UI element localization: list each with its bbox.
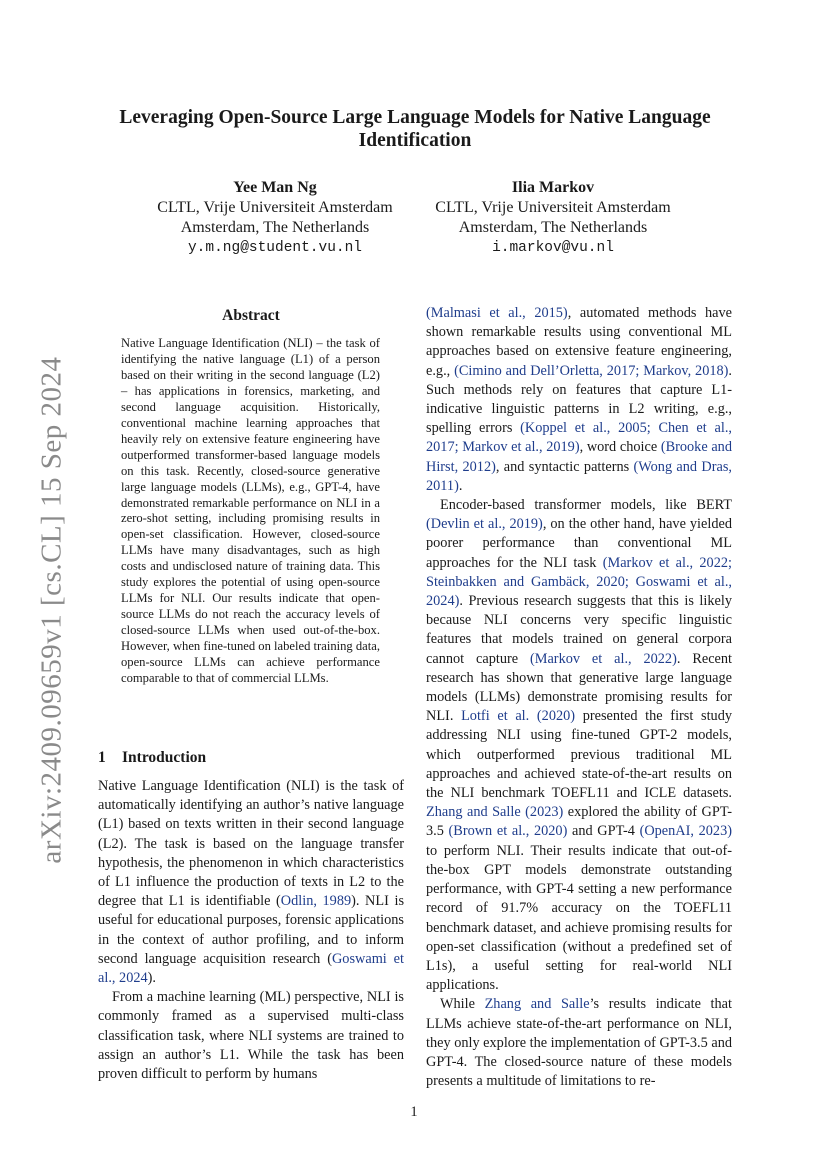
citation-link[interactable]: (Malmasi et al., 2015) bbox=[426, 305, 568, 321]
paragraph: Encoder-based transformer models, like BERT (Devlin et al., 2019), on the other hand, have yielded poorer performance than conventional ML approaches for the NLI task (Markov et al., 2022; Steinbakken and Gambäck, 2020; Goswami et al., 2024). Previous research suggests that this is likely because NLI concerns very specific linguistic features that models trained on general corpora cannot capture (Markov et al., 2022). Recent research has shown that generative large language models (LLMs) demonstrate promising results for NLI. Lotfi et al. (2020) presented the first study addressing NLI using fine-tuned GPT-2 models, which outperformed previous traditional ML approaches and achieved state-of-the-art results on the NLI benchmark TOEFL11 and ICLE datasets. Zhang and Salle (2023) explored the ability of GPT-3.5 (Brown et al., 2020) and GPT-4 (OpenAI, 2023) to perform NLI. Their results indicate that out-of-the-box GPT models demonstrate outstanding performance, with GPT-4 setting a new performance record of 91.7% accuracy on the TOEFL11 benchmark dataset, and achieve promising results for open-set classification (without a predefined set of L1s), a useful setting for real-world NLI applications. bbox=[426, 497, 733, 994]
citation-link[interactable]: (Wong and Dras, 2011) bbox=[426, 458, 732, 494]
citation-link[interactable]: (Devlin et al., 2019) bbox=[426, 516, 543, 533]
section-title: Introduction bbox=[122, 749, 207, 766]
citation-link[interactable]: (Markov et al., 2022) bbox=[529, 650, 677, 667]
author-affiliation: CLTL, Vrije Universiteit Amsterdam bbox=[157, 199, 393, 216]
page-number: 1 bbox=[410, 1104, 418, 1120]
paragraph: While Zhang and Salle’s results indicate that LLMs achieve state-of-the-art performance on NLI, they only explore the implementation of GPT-3.5 and GPT-4. The closed-source nature of these models presents a multitude of limitations to re- bbox=[426, 996, 733, 1090]
author-block-1 bbox=[125, 178, 425, 258]
paragraph: From a machine learning (ML) perspective, NLI is commonly framed as a supervised multi-class classification task, where NLI systems are trained to assign an author’s L1. While the task has been proven difficult to perform by humans bbox=[98, 989, 404, 1083]
citation-link[interactable]: (Brooke and Hirst, 2012) bbox=[426, 439, 732, 475]
paragraph: Native Language Identification (NLI) is the task of automatically identifying an author’s native language (L1) based on texts written in their second language (L2). The task is based on the language transfer hypothesis, the phenomenon in which characteristics of L1 influence the production of texts in L2 to the degree that L1 is identifiable (Odlin, 1989). NLI is useful for educational purposes, forensic applications in the context of author profiling, and to inform second language acquisition research (Goswami et al., 2024). bbox=[98, 778, 405, 987]
citation-link[interactable]: Lotfi et al. (2020) bbox=[461, 708, 576, 725]
author-email: y.m.ng@student.vu.nl bbox=[187, 240, 363, 256]
author-affiliation: CLTL, Vrije Universiteit Amsterdam bbox=[435, 199, 671, 216]
citation-link[interactable]: (OpenAI, 2023) bbox=[639, 823, 732, 840]
abstract-heading: Abstract bbox=[222, 307, 280, 324]
section-heading bbox=[98, 749, 206, 767]
author-block-2 bbox=[403, 178, 703, 258]
citation-link[interactable]: Goswami et al., 2024 bbox=[98, 950, 404, 987]
paper-title bbox=[100, 106, 730, 152]
paragraph: (Malmasi et al., 2015), automated methods have shown remarkable results using conventional ML approaches based on extensive feature engineering, e.g., (Cimino and Dell’Orletta, 2017; Markov, 2018). Such methods rely on features that capture L1-indicative linguistic patterns in L2 writing, e.g., spelling errors (Koppel et al., 2005; Chen et al., 2017; Markov et al., 2019), word choice (Brooke and Hirst, 2012), and syntactic patterns (Wong and Dras, 2011). bbox=[426, 305, 732, 494]
author-name: Ilia Markov bbox=[511, 179, 595, 196]
title-line: Leveraging Open-Source Large Language Models for Native Language bbox=[119, 107, 711, 128]
citation-link[interactable]: (Brown et al., 2020) bbox=[448, 823, 568, 840]
citation-link[interactable]: Zhang and Salle (2023) bbox=[426, 804, 564, 821]
section-number: 1 bbox=[98, 749, 106, 766]
author-email: i.markov@vu.nl bbox=[492, 240, 614, 256]
abstract-text: Native Language Identification (NLI) – the task of identifying the native language (L1) of a person based on their writing in the second language (L2) – has applications in forensics, marketing, and second language acquisition. Historically, conventional machine learning approaches that heavily rely on extensive feature engineering have outperformed transformer-based language models on this task. Recently, closed-source generative large language models (LLMs), e.g., GPT-4, have demonstrated remarkable performance on NLI in a zero-shot setting, including promising results in open-set classification. However, closed-source LLMs have many disadvantages, such as high costs and undisclosed nature of training data. This study explores the potential of using open-source LLMs for NLI. Our results indicate that open-source LLMs do not reach the accuracy levels of closed-source LLMs when used out-of-the-box. However, when fine-tuned on labeled training data, open-source LLMs can achieve performance comparable to that of commercial LLMs. bbox=[121, 336, 380, 686]
citation-link[interactable]: Zhang and Salle bbox=[484, 996, 590, 1013]
citation-link[interactable]: (Markov et al., 2022; Steinbakken and Gambäck, 2020; Goswami et al., 2024) bbox=[426, 554, 732, 610]
citation-link[interactable]: (Cimino and Dell’Orletta, 2017; Markov, 2018) bbox=[454, 362, 729, 379]
arxiv-identifier: arXiv:2409.09659v1 [cs.CL] 15 Sep 2024 bbox=[35, 356, 68, 864]
author-name: Yee Man Ng bbox=[233, 179, 317, 196]
citation-link[interactable]: (Koppel et al., 2005; Chen et al., 2017; Markov et al., 2019) bbox=[426, 420, 732, 456]
left-column-body bbox=[98, 777, 404, 1084]
author-location: Amsterdam, The Netherlands bbox=[458, 219, 648, 236]
author-location: Amsterdam, The Netherlands bbox=[180, 219, 370, 236]
title-line: Identification bbox=[358, 130, 472, 151]
citation-link[interactable]: Odlin, 1989 bbox=[280, 893, 352, 910]
right-column-body bbox=[426, 304, 732, 1091]
